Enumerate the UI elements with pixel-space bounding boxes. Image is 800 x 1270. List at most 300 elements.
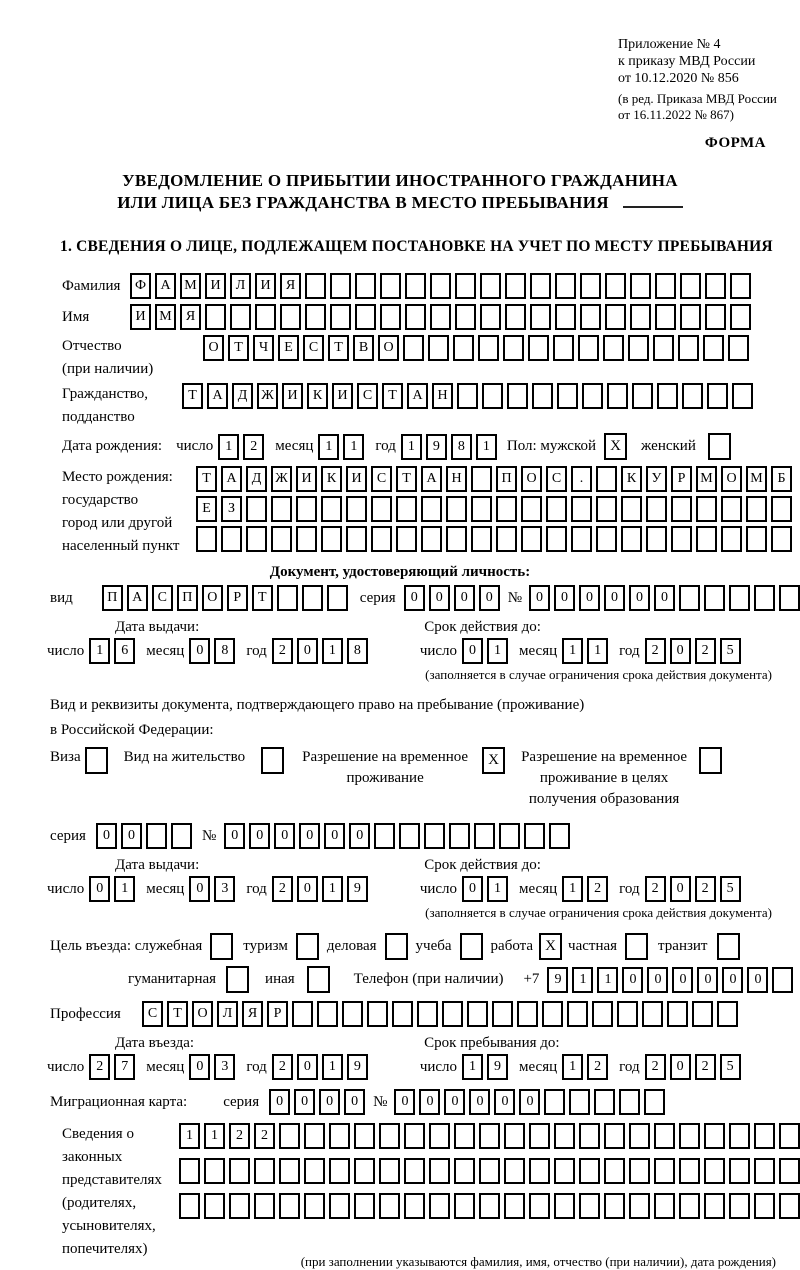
char-cell[interactable] [446, 496, 467, 522]
char-cell[interactable] [679, 1158, 700, 1184]
residence-series-cells[interactable] [96, 823, 192, 849]
char-cell[interactable] [721, 526, 742, 552]
char-cell[interactable]: 0 [444, 1089, 465, 1115]
char-cell[interactable] [379, 1193, 400, 1219]
char-cell[interactable] [254, 1193, 275, 1219]
char-cell[interactable]: 0 [344, 1089, 365, 1115]
char-cell[interactable] [421, 526, 442, 552]
char-cell[interactable]: А [207, 383, 228, 409]
char-cell[interactable] [330, 304, 351, 330]
char-cell[interactable]: 0 [394, 1089, 415, 1115]
char-cell[interactable]: 0 [324, 823, 345, 849]
char-cell[interactable] [204, 1193, 225, 1219]
char-cell[interactable]: М [155, 304, 176, 330]
char-cell[interactable] [655, 273, 676, 299]
char-cell[interactable] [579, 1193, 600, 1219]
char-cell[interactable]: О [202, 585, 223, 611]
birth-place-row1-cells[interactable] [196, 466, 792, 492]
char-cell[interactable] [721, 496, 742, 522]
char-cell[interactable]: 1 [179, 1123, 200, 1149]
char-cell[interactable] [329, 1123, 350, 1149]
entry-day-cells[interactable] [89, 1054, 135, 1080]
stay-day-cells[interactable] [462, 1054, 508, 1080]
char-cell[interactable]: В [353, 335, 374, 361]
char-cell[interactable] [580, 304, 601, 330]
char-cell[interactable] [596, 496, 617, 522]
char-cell[interactable] [654, 1193, 675, 1219]
char-cell[interactable]: 0 [670, 876, 691, 902]
char-cell[interactable] [704, 1123, 725, 1149]
issue-month-cells[interactable] [189, 638, 235, 664]
char-cell[interactable]: 1 [343, 434, 364, 460]
char-cell[interactable] [678, 335, 699, 361]
char-cell[interactable] [671, 496, 692, 522]
char-cell[interactable] [729, 585, 750, 611]
char-cell[interactable] [374, 823, 395, 849]
char-cell[interactable]: И [130, 304, 151, 330]
char-cell[interactable]: 0 [747, 967, 768, 993]
char-cell[interactable]: 2 [645, 1054, 666, 1080]
char-cell[interactable] [646, 526, 667, 552]
char-cell[interactable] [671, 526, 692, 552]
char-cell[interactable] [621, 496, 642, 522]
char-cell[interactable]: 2 [695, 876, 716, 902]
char-cell[interactable] [455, 304, 476, 330]
birth-day-cells[interactable] [218, 434, 264, 460]
char-cell[interactable]: 0 [224, 823, 245, 849]
char-cell[interactable] [449, 823, 470, 849]
char-cell[interactable]: Е [278, 335, 299, 361]
char-cell[interactable]: 0 [96, 823, 117, 849]
char-cell[interactable]: И [346, 466, 367, 492]
purpose-other-checkbox[interactable] [307, 966, 330, 993]
char-cell[interactable]: 2 [695, 638, 716, 664]
char-cell[interactable]: 1 [562, 876, 583, 902]
char-cell[interactable] [479, 1158, 500, 1184]
char-cell[interactable]: 2 [587, 1054, 608, 1080]
char-cell[interactable]: 0 [189, 1054, 210, 1080]
char-cell[interactable]: 0 [89, 876, 110, 902]
char-cell[interactable]: 3 [214, 876, 235, 902]
char-cell[interactable] [730, 304, 751, 330]
char-cell[interactable] [630, 273, 651, 299]
char-cell[interactable]: У [646, 466, 667, 492]
char-cell[interactable] [380, 304, 401, 330]
char-cell[interactable]: К [321, 466, 342, 492]
char-cell[interactable]: 0 [672, 967, 693, 993]
char-cell[interactable]: 0 [419, 1089, 440, 1115]
char-cell[interactable] [429, 1158, 450, 1184]
char-cell[interactable]: 2 [695, 1054, 716, 1080]
char-cell[interactable] [544, 1089, 565, 1115]
char-cell[interactable]: Б [771, 466, 792, 492]
birth-place-row3-cells[interactable] [196, 526, 792, 552]
char-cell[interactable] [554, 1158, 575, 1184]
visa-checkbox[interactable] [85, 747, 108, 774]
given-name-cells[interactable] [130, 304, 751, 330]
char-cell[interactable]: П [496, 466, 517, 492]
purpose-private-checkbox[interactable] [625, 933, 648, 960]
migration-series-cells[interactable] [269, 1089, 365, 1115]
char-cell[interactable]: О [378, 335, 399, 361]
char-cell[interactable] [707, 383, 728, 409]
char-cell[interactable] [505, 273, 526, 299]
char-cell[interactable] [246, 496, 267, 522]
char-cell[interactable] [296, 496, 317, 522]
char-cell[interactable] [305, 273, 326, 299]
valid-month-cells[interactable] [562, 638, 608, 664]
char-cell[interactable] [655, 304, 676, 330]
char-cell[interactable]: А [155, 273, 176, 299]
profession-cells[interactable] [142, 1001, 738, 1027]
char-cell[interactable] [399, 823, 420, 849]
char-cell[interactable] [604, 1158, 625, 1184]
char-cell[interactable]: 6 [114, 638, 135, 664]
char-cell[interactable]: Я [242, 1001, 263, 1027]
char-cell[interactable]: 0 [479, 585, 500, 611]
char-cell[interactable] [628, 335, 649, 361]
char-cell[interactable]: Т [396, 466, 417, 492]
char-cell[interactable]: Д [246, 466, 267, 492]
char-cell[interactable] [605, 304, 626, 330]
issue-year-cells[interactable] [272, 638, 368, 664]
char-cell[interactable] [354, 1123, 375, 1149]
char-cell[interactable] [679, 1193, 700, 1219]
char-cell[interactable]: И [255, 273, 276, 299]
char-cell[interactable]: С [371, 466, 392, 492]
char-cell[interactable]: 0 [297, 1054, 318, 1080]
char-cell[interactable] [629, 1123, 650, 1149]
char-cell[interactable] [580, 273, 601, 299]
char-cell[interactable]: Ж [271, 466, 292, 492]
char-cell[interactable] [146, 823, 167, 849]
char-cell[interactable] [621, 526, 642, 552]
char-cell[interactable] [771, 526, 792, 552]
char-cell[interactable]: Т [182, 383, 203, 409]
birth-place-row2-cells[interactable] [196, 496, 792, 522]
char-cell[interactable]: М [746, 466, 767, 492]
char-cell[interactable]: Д [232, 383, 253, 409]
char-cell[interactable] [557, 383, 578, 409]
char-cell[interactable]: О [521, 466, 542, 492]
char-cell[interactable] [255, 304, 276, 330]
char-cell[interactable] [517, 1001, 538, 1027]
char-cell[interactable]: 0 [349, 823, 370, 849]
char-cell[interactable] [496, 526, 517, 552]
char-cell[interactable] [729, 1193, 750, 1219]
char-cell[interactable] [754, 585, 775, 611]
char-cell[interactable] [553, 335, 574, 361]
doc-kind-cells[interactable] [102, 585, 348, 611]
char-cell[interactable] [204, 1158, 225, 1184]
char-cell[interactable] [467, 1001, 488, 1027]
stay-month-cells[interactable] [562, 1054, 608, 1080]
char-cell[interactable]: 1 [487, 638, 508, 664]
birth-year-cells[interactable] [401, 434, 497, 460]
char-cell[interactable] [571, 526, 592, 552]
char-cell[interactable] [549, 823, 570, 849]
char-cell[interactable] [728, 335, 749, 361]
char-cell[interactable]: 5 [720, 876, 741, 902]
char-cell[interactable] [292, 1001, 313, 1027]
purpose-business-checkbox[interactable] [385, 933, 408, 960]
char-cell[interactable] [229, 1193, 250, 1219]
sex-female-checkbox[interactable] [708, 433, 731, 460]
char-cell[interactable]: 0 [469, 1089, 490, 1115]
char-cell[interactable] [179, 1158, 200, 1184]
char-cell[interactable] [271, 526, 292, 552]
purpose-transit-checkbox[interactable] [717, 933, 740, 960]
char-cell[interactable]: 0 [519, 1089, 540, 1115]
char-cell[interactable] [346, 496, 367, 522]
representatives-row1-cells[interactable] [179, 1123, 800, 1149]
char-cell[interactable] [646, 496, 667, 522]
char-cell[interactable]: 2 [229, 1123, 250, 1149]
char-cell[interactable] [271, 496, 292, 522]
char-cell[interactable]: А [127, 585, 148, 611]
issue-year-cells[interactable] [272, 876, 368, 902]
char-cell[interactable]: 1 [401, 434, 422, 460]
char-cell[interactable] [504, 1193, 525, 1219]
purpose-humanitarian-checkbox[interactable] [226, 966, 249, 993]
char-cell[interactable] [682, 383, 703, 409]
char-cell[interactable] [480, 304, 501, 330]
char-cell[interactable] [717, 1001, 738, 1027]
char-cell[interactable] [654, 1158, 675, 1184]
char-cell[interactable]: 1 [476, 434, 497, 460]
char-cell[interactable] [529, 1123, 550, 1149]
char-cell[interactable] [221, 526, 242, 552]
char-cell[interactable]: О [203, 335, 224, 361]
char-cell[interactable]: 2 [645, 638, 666, 664]
char-cell[interactable] [779, 1193, 800, 1219]
char-cell[interactable] [492, 1001, 513, 1027]
char-cell[interactable]: Р [671, 466, 692, 492]
char-cell[interactable]: Т [167, 1001, 188, 1027]
char-cell[interactable] [507, 383, 528, 409]
char-cell[interactable] [379, 1158, 400, 1184]
char-cell[interactable] [296, 526, 317, 552]
char-cell[interactable] [594, 1089, 615, 1115]
char-cell[interactable]: 0 [579, 585, 600, 611]
char-cell[interactable] [442, 1001, 463, 1027]
char-cell[interactable] [596, 526, 617, 552]
char-cell[interactable]: Т [328, 335, 349, 361]
char-cell[interactable]: 5 [720, 638, 741, 664]
phone-cells[interactable] [547, 967, 793, 993]
char-cell[interactable]: 0 [529, 585, 550, 611]
char-cell[interactable]: 7 [114, 1054, 135, 1080]
valid-year-cells[interactable] [645, 876, 741, 902]
char-cell[interactable] [604, 1123, 625, 1149]
char-cell[interactable] [279, 1193, 300, 1219]
char-cell[interactable] [254, 1158, 275, 1184]
char-cell[interactable] [653, 335, 674, 361]
char-cell[interactable] [705, 273, 726, 299]
char-cell[interactable]: 0 [654, 585, 675, 611]
char-cell[interactable] [471, 466, 492, 492]
char-cell[interactable]: Е [196, 496, 217, 522]
char-cell[interactable] [424, 823, 445, 849]
char-cell[interactable]: 0 [697, 967, 718, 993]
char-cell[interactable] [329, 1193, 350, 1219]
char-cell[interactable]: 0 [554, 585, 575, 611]
char-cell[interactable] [454, 1158, 475, 1184]
char-cell[interactable]: С [303, 335, 324, 361]
char-cell[interactable]: Ф [130, 273, 151, 299]
char-cell[interactable] [503, 335, 524, 361]
char-cell[interactable]: Л [230, 273, 251, 299]
char-cell[interactable] [530, 304, 551, 330]
char-cell[interactable] [246, 526, 267, 552]
char-cell[interactable] [421, 496, 442, 522]
char-cell[interactable]: 0 [297, 876, 318, 902]
char-cell[interactable] [405, 273, 426, 299]
char-cell[interactable]: 0 [722, 967, 743, 993]
char-cell[interactable] [355, 273, 376, 299]
char-cell[interactable] [555, 273, 576, 299]
char-cell[interactable] [304, 1158, 325, 1184]
char-cell[interactable]: М [696, 466, 717, 492]
char-cell[interactable]: 2 [243, 434, 264, 460]
char-cell[interactable] [453, 335, 474, 361]
char-cell[interactable] [680, 304, 701, 330]
char-cell[interactable] [546, 526, 567, 552]
char-cell[interactable] [704, 1193, 725, 1219]
char-cell[interactable]: С [142, 1001, 163, 1027]
char-cell[interactable] [529, 1158, 550, 1184]
char-cell[interactable]: 1 [318, 434, 339, 460]
char-cell[interactable]: И [205, 273, 226, 299]
purpose-official-checkbox[interactable] [210, 933, 233, 960]
char-cell[interactable] [429, 1123, 450, 1149]
char-cell[interactable] [524, 823, 545, 849]
char-cell[interactable] [327, 585, 348, 611]
char-cell[interactable] [679, 1123, 700, 1149]
char-cell[interactable] [405, 304, 426, 330]
char-cell[interactable] [619, 1089, 640, 1115]
char-cell[interactable]: 0 [670, 1054, 691, 1080]
char-cell[interactable] [496, 496, 517, 522]
char-cell[interactable]: 0 [462, 876, 483, 902]
entry-year-cells[interactable] [272, 1054, 368, 1080]
char-cell[interactable] [521, 496, 542, 522]
char-cell[interactable] [379, 1123, 400, 1149]
char-cell[interactable]: Т [228, 335, 249, 361]
char-cell[interactable]: 8 [214, 638, 235, 664]
char-cell[interactable] [457, 383, 478, 409]
char-cell[interactable]: 1 [218, 434, 239, 460]
char-cell[interactable] [644, 1089, 665, 1115]
char-cell[interactable]: Р [267, 1001, 288, 1027]
char-cell[interactable] [404, 1123, 425, 1149]
char-cell[interactable] [654, 1123, 675, 1149]
char-cell[interactable]: 0 [494, 1089, 515, 1115]
char-cell[interactable] [554, 1193, 575, 1219]
issue-day-cells[interactable] [89, 638, 135, 664]
char-cell[interactable] [280, 304, 301, 330]
surname-cells[interactable] [130, 273, 751, 299]
char-cell[interactable] [729, 1158, 750, 1184]
char-cell[interactable] [196, 526, 217, 552]
char-cell[interactable] [632, 383, 653, 409]
char-cell[interactable]: 0 [462, 638, 483, 664]
char-cell[interactable] [528, 335, 549, 361]
char-cell[interactable]: 9 [347, 876, 368, 902]
char-cell[interactable]: 0 [319, 1089, 340, 1115]
char-cell[interactable] [605, 273, 626, 299]
char-cell[interactable] [505, 304, 526, 330]
char-cell[interactable] [746, 526, 767, 552]
migration-number-cells[interactable] [394, 1089, 665, 1115]
char-cell[interactable] [642, 1001, 663, 1027]
char-cell[interactable] [430, 304, 451, 330]
char-cell[interactable] [692, 1001, 713, 1027]
char-cell[interactable] [754, 1123, 775, 1149]
char-cell[interactable] [171, 823, 192, 849]
char-cell[interactable] [205, 304, 226, 330]
char-cell[interactable] [429, 1193, 450, 1219]
char-cell[interactable]: 1 [322, 638, 343, 664]
char-cell[interactable] [542, 1001, 563, 1027]
char-cell[interactable] [430, 273, 451, 299]
purpose-work-checkbox[interactable]: X [539, 933, 562, 960]
char-cell[interactable] [396, 496, 417, 522]
char-cell[interactable]: 0 [297, 638, 318, 664]
char-cell[interactable] [279, 1123, 300, 1149]
char-cell[interactable]: 5 [720, 1054, 741, 1080]
char-cell[interactable] [179, 1193, 200, 1219]
valid-day-cells[interactable] [462, 638, 508, 664]
char-cell[interactable] [579, 1158, 600, 1184]
char-cell[interactable] [371, 496, 392, 522]
purpose-tourism-checkbox[interactable] [296, 933, 319, 960]
char-cell[interactable] [317, 1001, 338, 1027]
char-cell[interactable] [629, 1158, 650, 1184]
char-cell[interactable]: И [282, 383, 303, 409]
char-cell[interactable] [521, 526, 542, 552]
char-cell[interactable] [478, 335, 499, 361]
char-cell[interactable] [504, 1158, 525, 1184]
char-cell[interactable] [471, 526, 492, 552]
char-cell[interactable]: 8 [347, 638, 368, 664]
char-cell[interactable]: Т [382, 383, 403, 409]
char-cell[interactable]: Ч [253, 335, 274, 361]
char-cell[interactable] [779, 585, 800, 611]
char-cell[interactable] [471, 496, 492, 522]
char-cell[interactable] [367, 1001, 388, 1027]
char-cell[interactable] [454, 1193, 475, 1219]
char-cell[interactable]: О [721, 466, 742, 492]
char-cell[interactable] [479, 1193, 500, 1219]
char-cell[interactable] [446, 526, 467, 552]
char-cell[interactable]: 1 [487, 876, 508, 902]
char-cell[interactable] [321, 526, 342, 552]
char-cell[interactable]: 2 [272, 638, 293, 664]
char-cell[interactable]: 0 [604, 585, 625, 611]
char-cell[interactable] [607, 383, 628, 409]
char-cell[interactable] [404, 1193, 425, 1219]
char-cell[interactable] [474, 823, 495, 849]
char-cell[interactable] [532, 383, 553, 409]
char-cell[interactable]: 1 [587, 638, 608, 664]
char-cell[interactable]: 2 [587, 876, 608, 902]
sex-male-checkbox[interactable]: X [604, 433, 627, 460]
char-cell[interactable]: 1 [322, 876, 343, 902]
char-cell[interactable] [779, 1123, 800, 1149]
char-cell[interactable] [404, 1158, 425, 1184]
stay-year-cells[interactable] [645, 1054, 741, 1080]
